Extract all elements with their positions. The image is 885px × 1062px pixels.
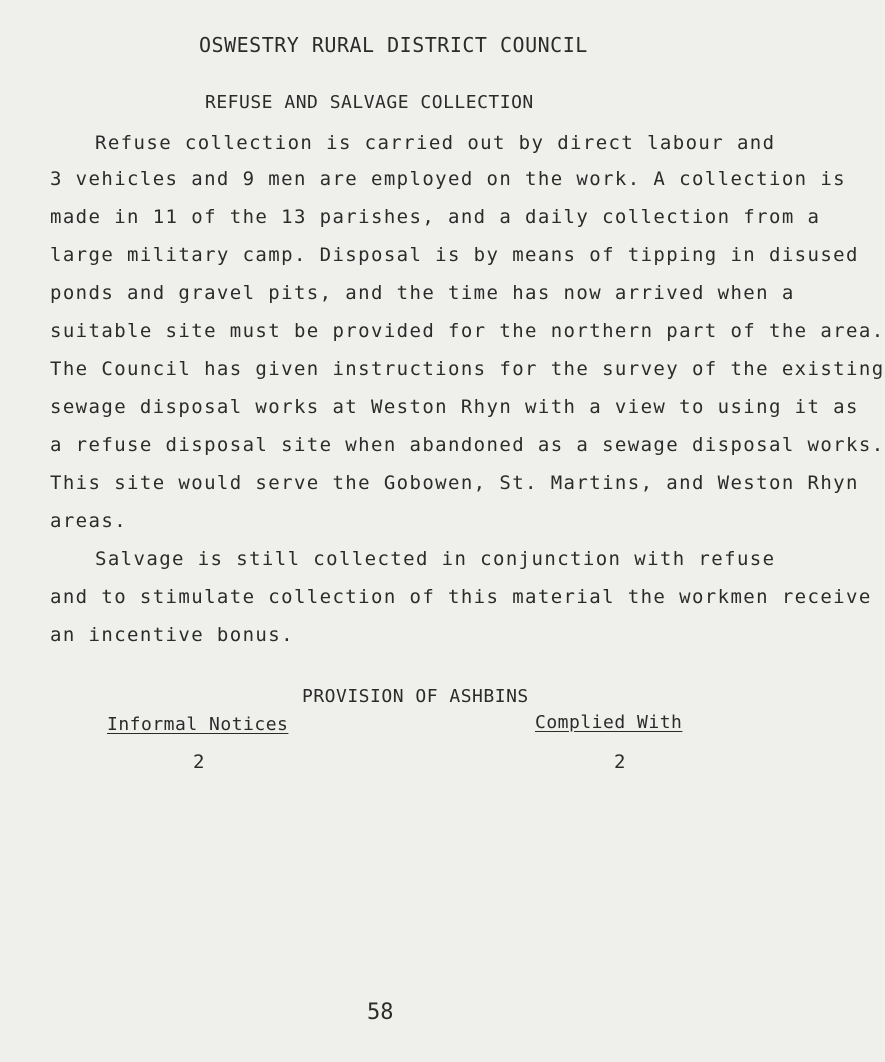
page-number: 58	[367, 1000, 394, 1025]
ashbins-column-header: Complied With	[535, 712, 683, 733]
paragraph-line: a refuse disposal site when abandoned as a sewage disposal works.	[50, 434, 885, 456]
paragraph-line: sewage disposal works at Weston Rhyn with a view to using it as	[50, 396, 859, 418]
paragraph-line: suitable site must be provided for the northern part of the area.	[50, 320, 885, 342]
paragraph-line: The Council has given instructions for the survey of the existing	[50, 358, 885, 380]
ashbins-value: 2	[193, 751, 205, 773]
ashbins-value: 2	[614, 751, 626, 773]
paragraph-line: large military camp. Disposal is by means of tipping in disused	[50, 244, 859, 266]
paragraph-line: ponds and gravel pits, and the time has now arrived when a	[50, 282, 795, 304]
ashbins-column-header: Informal Notices	[107, 714, 289, 735]
paragraph-line: and to stimulate collection of this material the workmen receive	[50, 586, 872, 608]
paragraph-line: This site would serve the Gobowen, St. Martins, and Weston Rhyn	[50, 472, 859, 494]
paragraph-line: 3 vehicles and 9 men are employed on the work. A collection is	[50, 168, 847, 190]
council-heading: OSWESTRY RURAL DISTRICT COUNCIL	[199, 33, 588, 57]
paragraph-line: Salvage is still collected in conjunction with refuse	[95, 548, 776, 570]
paragraph-line: Refuse collection is carried out by direct labour and	[95, 132, 776, 154]
section-title: REFUSE AND SALVAGE COLLECTION	[205, 92, 534, 113]
paragraph-line: areas.	[50, 510, 128, 532]
paragraph-line: made in 11 of the 13 parishes, and a daily collection from a	[50, 206, 821, 228]
paragraph-line: an incentive bonus.	[50, 624, 294, 646]
ashbins-title: PROVISION OF ASHBINS	[302, 686, 529, 707]
